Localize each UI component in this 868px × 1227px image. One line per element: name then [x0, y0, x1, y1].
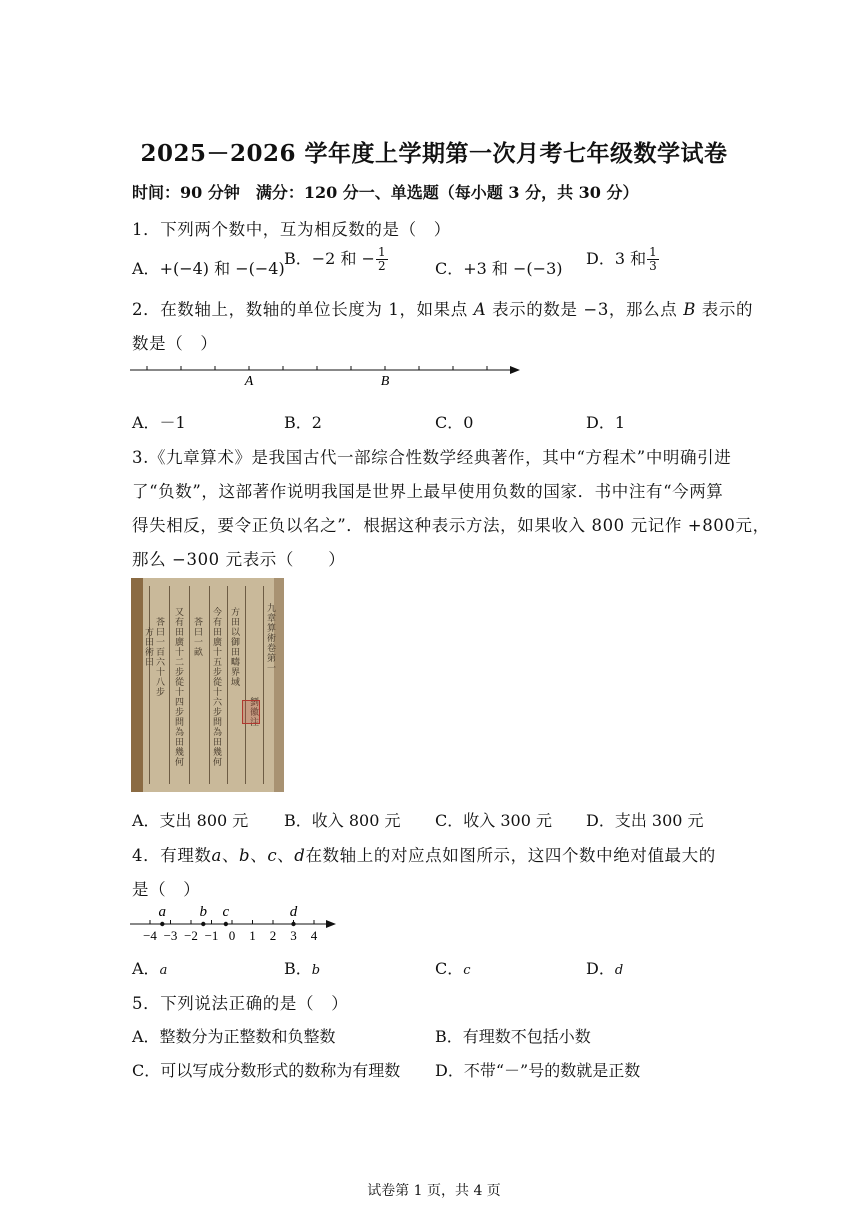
- exam-title: 2025－2026 学年度上学期第一次月考七年级数学试卷: [140, 140, 728, 167]
- book-column: 方田術曰: [145, 628, 155, 668]
- q5-option-c: C．可以写成分数形式的数称为有理数: [132, 1061, 401, 1080]
- q4-tick-label: 2: [269, 928, 277, 943]
- q3-stem-line1: 3.《九章算术》是我国古代一部综合性数学经典著作，其中“方程术”中明确引进: [132, 448, 732, 467]
- q1-option-c: C．+3 和 −(−3): [435, 259, 563, 278]
- q5-option-d: D．不带“－”号的数就是正数: [435, 1061, 641, 1080]
- q4-tick-label: −2: [184, 928, 198, 943]
- q4-tick-label: 3: [290, 928, 297, 943]
- q3-stem-line3: 得失相反，要令正负以名之”．根据这种表示方法，如果收入 800 元记作 +800元，: [132, 516, 770, 535]
- q5-option-b: B．有理数不包括小数: [435, 1027, 591, 1046]
- q4-point-b: [201, 922, 205, 926]
- q4-tick-label: −1: [204, 928, 219, 943]
- page-footer: 试卷第 1 页，共 4 页: [367, 1183, 501, 1199]
- q4-tick-label: 1: [249, 928, 256, 943]
- book-column: 九章算術卷第一: [267, 604, 277, 674]
- q3-stem-line2: 了“负数”，这部著作说明我国是世界上最早使用负数的国家．书中注有“今两算: [132, 482, 724, 501]
- q4-option-a: A．a: [132, 959, 168, 978]
- book-column: 又有田廣十二步從十四步問為田幾何: [175, 608, 185, 768]
- q2-number-line: [128, 360, 528, 392]
- q4-stem-line1: 4．有理数a、b、c、d在数轴上的对应点如图所示，这四个数中绝对值最大的: [132, 846, 716, 865]
- q5-option-a: A．整数分为正整数和负整数: [132, 1027, 336, 1046]
- q3-option-a: A．支出 800 元: [132, 811, 249, 830]
- q4-option-b: B．b: [284, 959, 321, 978]
- q4-point-a: [160, 922, 164, 926]
- q2-option-b: B．2: [284, 413, 322, 432]
- q4-point-label-d: d: [289, 904, 298, 920]
- q4-tick-label: −4: [143, 928, 157, 943]
- q1-option-d: D．3 和 $\frac{1}{3}$: [586, 245, 657, 273]
- q4-tick-label: 0: [228, 928, 236, 943]
- q2-option-a: A．－1: [132, 413, 186, 432]
- q2-stem-line2: 数是（ ）: [132, 334, 218, 353]
- ancient-book-image: [131, 578, 284, 792]
- q4-option-d: D．d: [586, 959, 624, 978]
- q3-stem-line4: 那么 −300 元表示（ ）: [132, 550, 346, 569]
- q5-stem: 5．下列说法正确的是（ ）: [132, 994, 349, 1013]
- q4-option-c: C．c: [435, 959, 471, 978]
- book-column: 劉徽注: [250, 698, 260, 728]
- book-column: 方田以御田疇界域: [231, 608, 241, 688]
- q4-stem-line2: 是（ ）: [132, 880, 201, 899]
- q4-point-label-a: a: [158, 904, 167, 920]
- q3-option-d: D．支出 300 元: [586, 811, 704, 830]
- q2-option-d: D．1: [586, 413, 626, 432]
- q1-option-b: B．−2 和 − $\frac{1}{2}$: [284, 245, 386, 273]
- q3-option-b: B．收入 800 元: [284, 811, 401, 830]
- fraction-one-half: $\frac{1}{2}$: [377, 245, 386, 273]
- q2-point-a-label: A: [244, 374, 254, 389]
- q4-point-c: [224, 922, 228, 926]
- q4-point-d: [291, 922, 295, 926]
- red-seal-icon: [242, 700, 260, 724]
- book-column: 荅曰一畝: [194, 618, 204, 658]
- q4-tick-label: −3: [163, 928, 178, 943]
- book-column: 今有田廣十五步從十六步問為田幾何: [213, 608, 223, 768]
- book-column: 荅曰一百六十八步: [156, 618, 166, 698]
- q3-option-c: C．收入 300 元: [435, 811, 552, 830]
- fraction-one-third: $\frac{1}{3}$: [649, 245, 657, 273]
- exam-meta: 时间：90 分钟 满分：120 分一、单选题（每小题 3 分，共 30 分）: [132, 183, 639, 202]
- q4-number-line: [128, 900, 348, 946]
- q2-point-b-label: B: [380, 374, 390, 389]
- q4-point-label-b: b: [199, 904, 208, 920]
- q4-tick-label: 4: [310, 928, 318, 943]
- q2-stem-line1: 2．在数轴上，数轴的单位长度为 1，如果点 A 表示的数是 −3，那么点 B 表示的: [132, 300, 754, 319]
- q2-option-c: C．0: [435, 413, 474, 432]
- q1-stem: 1．下列两个数中，互为相反数的是（ ）: [132, 220, 451, 239]
- q1-option-a: A．+(−4) 和 −(−4): [132, 259, 285, 278]
- q4-point-label-c: c: [222, 904, 230, 920]
